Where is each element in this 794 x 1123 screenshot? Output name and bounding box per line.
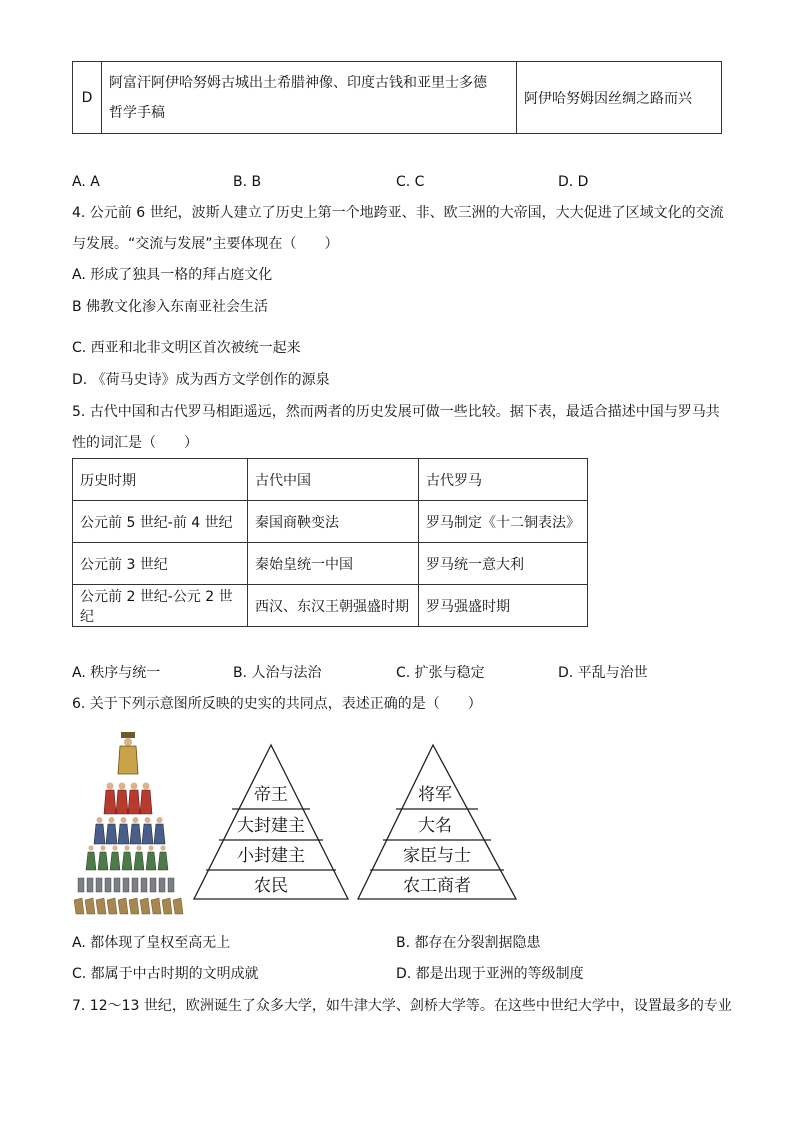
pyramid-left-level-3: 小封建主 <box>237 846 305 866</box>
table-cell: 公元前 2 世纪-公元 2 世纪 <box>73 585 248 627</box>
hierarchy-figures-illustration <box>70 728 185 918</box>
pyramid-left-level-1: 帝王 <box>254 785 288 805</box>
q4-option-c[interactable]: C. 西亚和北非文明区首次被统一起来 <box>72 340 301 356</box>
table-cell: 公元前 5 世纪-前 4 世纪 <box>73 501 248 543</box>
table-cell: 罗马统一意大利 <box>419 543 588 585</box>
nobles-row-icon <box>94 817 165 844</box>
evidence-cell <box>102 62 517 134</box>
table-row <box>73 585 588 627</box>
evidence-line-2: 哲学手稿 <box>109 104 165 121</box>
header-china: 古代中国 <box>248 459 419 501</box>
q4-stem-line-2: 与发展。“交流与发展”主要体现在（ ） <box>72 236 339 252</box>
table-row <box>73 543 588 585</box>
q4-option-a[interactable]: A. 形成了独具一格的拜占庭文化 <box>72 267 273 283</box>
q5-option-d[interactable]: D. 平乱与治世 <box>558 665 648 681</box>
pyramid-right-level-2: 大名 <box>418 816 452 836</box>
table-cell: 罗马制定《十二铜表法》 <box>419 501 588 543</box>
q5-comparison-table <box>72 458 588 627</box>
feudal-pyramid-right <box>356 742 518 902</box>
table-cell: 罗马强盛时期 <box>419 585 588 627</box>
option-letter-cell: D <box>73 62 102 134</box>
table-cell: 公元前 3 世纪 <box>73 543 248 585</box>
q3-option-b[interactable]: B. B <box>233 174 262 190</box>
header-rome: 古代罗马 <box>419 459 588 501</box>
knights-row-icon <box>86 845 168 870</box>
pyramid-right-level-3: 家臣与士 <box>403 846 471 866</box>
pyramid-left-level-2: 大封建主 <box>237 816 305 836</box>
q5-stem-line-2: 性的词汇是（ ） <box>72 435 198 451</box>
q5-option-b[interactable]: B. 人治与法治 <box>233 665 322 681</box>
table-header-row <box>73 459 588 501</box>
q5-stem-line-1: 5. 古代中国和古代罗马相距遥远，然而两者的历史发展可做一些比较。据下表，最适合描述中国与罗马共 <box>72 404 720 420</box>
q3-option-a[interactable]: A. A <box>72 174 100 190</box>
q6-option-d[interactable]: D. 都是出现于亚洲的等级制度 <box>396 966 584 982</box>
evidence-line-1: 阿富汗阿伊哈努姆古城出土希腊神像、印度古钱和亚里士多德 <box>109 74 487 91</box>
peasants-row-icon <box>78 878 174 892</box>
pyramid-right-level-1: 将军 <box>418 785 452 805</box>
question3-table <box>72 61 722 134</box>
pyramid-left-level-4: 农民 <box>254 876 288 896</box>
q4-option-d[interactable]: D. 《荷马史诗》成为西方文学创作的源泉 <box>72 372 330 388</box>
q6-option-c[interactable]: C. 都属于中古时期的文明成就 <box>72 966 259 982</box>
table-cell: 秦国商鞅变法 <box>248 501 419 543</box>
q4-stem-line-1: 4. 公元前 6 世纪，波斯人建立了历史上第一个地跨亚、非、欧三洲的大帝国，大大促进了区域文化的交流 <box>72 205 724 221</box>
q5-option-c[interactable]: C. 扩张与稳定 <box>396 665 485 681</box>
table-row <box>73 62 722 134</box>
q4-option-b[interactable]: B 佛教文化渗入东南亚社会生活 <box>72 299 269 315</box>
lords-row-icon <box>104 783 152 815</box>
serfs-row-icon <box>74 898 183 914</box>
feudal-pyramid-left <box>192 742 350 902</box>
q3-option-c[interactable]: C. C <box>396 174 425 190</box>
q7-stem-line-1: 7. 12～13 世纪，欧洲诞生了众多大学，如牛津大学、剑桥大学等。在这些中世纪大学中，设置最多的专业 <box>72 998 732 1014</box>
q6-option-b[interactable]: B. 都存在分裂割据隐患 <box>396 935 541 951</box>
q5-option-a[interactable]: A. 秩序与统一 <box>72 665 161 681</box>
q6-stem: 6. 关于下列示意图所反映的史实的共同点，表述正确的是（ ） <box>72 696 482 712</box>
emperor-figure-icon <box>118 732 138 774</box>
header-period: 历史时期 <box>73 459 248 501</box>
table-cell: 秦始皇统一中国 <box>248 543 419 585</box>
q3-option-d[interactable]: D. D <box>558 174 589 190</box>
table-cell: 西汉、东汉王朝强盛时期 <box>248 585 419 627</box>
table-row <box>73 501 588 543</box>
pyramid-right-level-4: 农工商者 <box>403 876 471 896</box>
conclusion-cell: 阿伊哈努姆因丝绸之路而兴 <box>517 62 722 134</box>
q6-option-a[interactable]: A. 都体现了皇权至高无上 <box>72 935 231 951</box>
